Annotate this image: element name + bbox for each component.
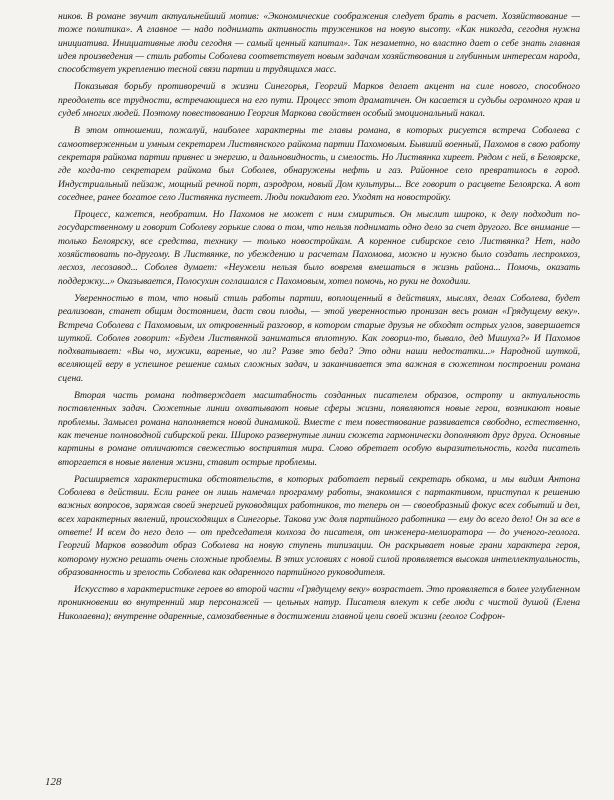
paragraph-2: Показывая борьбу противоречий в жизни Синегорья, Георгий Марков делает акцент на силе нового, способного преодолеть все трудности, встречающиеся на его пути. Процесс этот драматичен. Он касается и судьбы огромного края и судеб многих людей. Поэтому повествованию Георгия Маркова свойствен особый эмоциональный накал.: [58, 81, 580, 120]
paragraph-3: В этом отношении, пожалуй, наиболее характерны те главы романа, в которых рисуется встреча Соболева с самоотверженным и умным секретарем Листвянского райкома партии Пахомовым. Бывший военный, Пахомов в свою работу секретаря райкома партии привнес и энергию, и дальновидность, и смелость. Но Листвянка хиреет. Рядом с ней, в Белоярске, где когда-то секретарем райкома был Соболев, обнаружены нефть и газ. Районное село превратилось в город. Индустриальный пейзаж, мощный речной порт, аэродром, новый Дом культуры... Все говорит о расцвете Белоярска. А вот соседнее, ранее богатое село Листвянка пустеет. Люди покидают его. Уходят на новостройку.: [58, 125, 580, 203]
paragraph-1: ников. В романе звучит актуальнейший мотив: «Экономические соображения следует брать в расчет. Хозяйствование — тоже политика». А главное — надо поднимать активность тружеников на новую высоту. «Как никогда, сегодня нужна инициатива. Инициативные люди сегодня — самый ценный капитал». Так незаметно, но властно дает о себе знать главная идея произведения — стиль работы Соболева соответствует новым задачам хозяйствования и глубинным интересам народа, способствует укреплению тесной связи партии и трудящихся масс.: [58, 11, 580, 76]
paragraph-5: Уверенностью в том, что новый стиль работы партии, воплощенный в действиях, мыслях, делах Соболева, будет реализован, станет общим достоянием, даст свои плоды, — этой уверенностью пронизан весь роман «Грядущему веку». Встреча Соболева с Пахомовым, их откровенный разговор, в котором старые друзья не обходят острых углов, завершается шуткой. Соболев говорит: «Будем Листвянкой заниматься вплотную. Как говорил-то, бывало, дед Мишуха?» И Пахомов подхватывает: «Вы чо, мужики, вареные, чо ли? Разве это беда? Это одни наши недостатки...» Народной шуткой, вселяющей веру в успешное решение самых сложных задач, и заканчивается эта важная в сюжетном построении романа сцена.: [58, 292, 580, 384]
paragraph-4: Процесс, кажется, необратим. Но Пахомов не может с ним смириться. Он мыслит широко, к делу подходит по-государственному и говорит Соболеву горькие слова о том, что нельзя поднимать одно дело за счет другого. Все внимание — только Белоярску, все средства, технику — только новостройкам. А коренное сибирское село Листвянка? Нет, надо хозяйствовать по-другому. В Листвянке, по убеждению и расчетам Пахомова, можно и нужно было создать леспромхоз, лесхоз, лесозавод... Соболев думает: «Неужели нельзя было вовремя вмешаться в жизнь района... Помочь, оказать поддержку...» Оказывается, Полосухин соглашался с Пахомовым, хотел помочь, но руки не доходили.: [58, 209, 580, 287]
paragraph-6: Вторая часть романа подтверждает масштабность созданных писателем образов, остроту и актуальность поставленных задач. Сюжетные линии охватывают новые сферы жизни, появляются новые герои, возникают новые проблемы. Замысел романа наполняется новой динамикой. Вместе с тем повествование развивается свободно, естественно, как течение полноводной сибирской реки. Широко развернутые линии сюжета гармонически дополняют друг друга. Основные картины в романе отличаются свежестью восприятия мира. Слово обретает особую выразительность, когда писатель вторгается в новые явления жизни, ставит острые проблемы.: [58, 390, 580, 468]
paragraph-8: Искусство в характеристике героев во второй части «Грядущему веку» возрастает. Это проявляется в более углубленном проникновении во внутренний мир персонажей — цельных натур. Писателя влекут к себе люди с чистой душой (Елена Николаевна); внутренне одаренные, самозабвенные в достижении главной цели своей жизни (геолог Софрон-: [58, 584, 580, 622]
page-number: 128: [45, 776, 62, 788]
paragraph-7: Расширяется характеристика обстоятельств, в которых работает первый секретарь обкома, и мы видим Антона Соболева в действии. Если ранее он лишь намечал программу работы, знакомился с партактивом, приступал к решению важных вопросов, заряжая своей энергией руководящих работников, то теперь он — своеобразный фокус всех событий и дел, всех характерных явлений, происходящих в Синегорье. Такова уж доля партийного работника — ему до всего дело! Он за все в ответе! И всем до него дело — от председателя колхоза до писателя, от инженера-мелиоратора — до ученого-геолога. Георгий Марков возводит образ Соболева на новую ступень типизации. Он раскрывает новые грани характера героя, которому нужно решать очень сложные проблемы. В этих условиях с новой силой проявляется высокая интеллектуальность, образованность и зрелость Соболева как одаренного партийного руководителя.: [58, 473, 580, 578]
page-text-column: [58, 10, 580, 775]
